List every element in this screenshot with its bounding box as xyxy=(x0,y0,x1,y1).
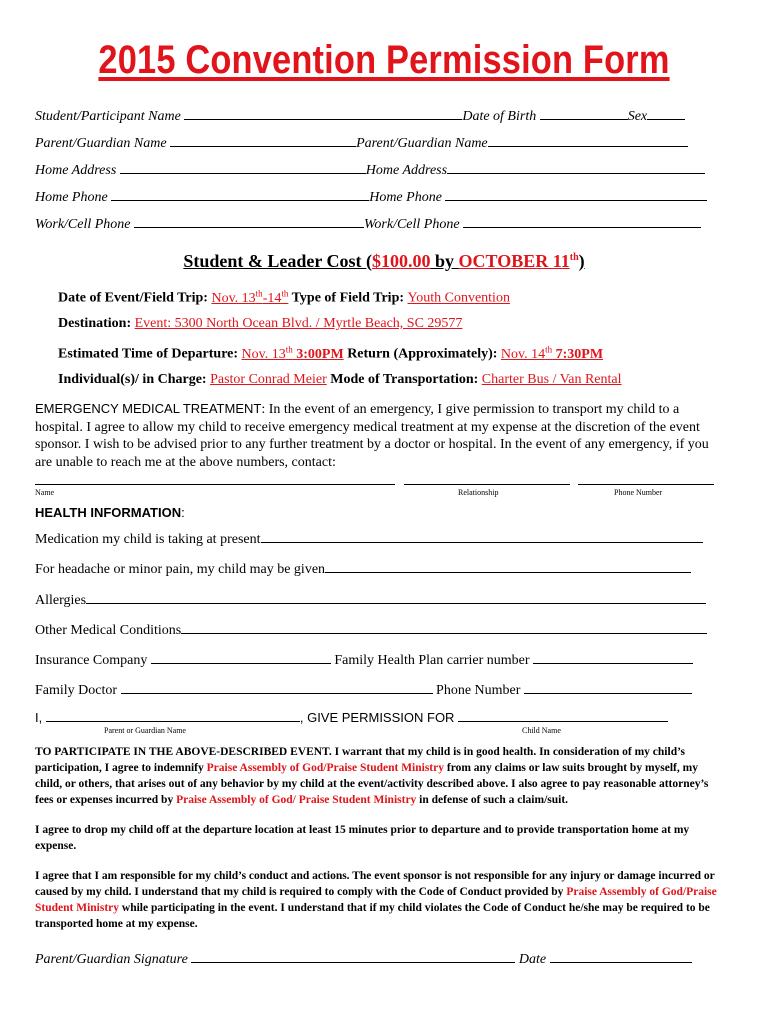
parent2-field[interactable] xyxy=(488,135,688,147)
doctor-field[interactable] xyxy=(121,682,433,694)
student-name-field[interactable] xyxy=(184,108,462,120)
dob-label: Date of Birth xyxy=(462,109,537,124)
insurance-label: Insurance Company xyxy=(35,653,148,668)
date-field[interactable] xyxy=(550,951,692,963)
insurance-row xyxy=(35,652,735,669)
doctor-phone-field[interactable] xyxy=(524,682,692,694)
signature-field[interactable] xyxy=(191,951,515,963)
address2-field[interactable] xyxy=(447,162,705,174)
indemnity-text-b: from any claims or law suits brought by myself, my child, or others, that arises out of any behavior by my child at the event/activity described above. I also agree to pay reasonable attorney’s fees or expenses incurred by xyxy=(35,762,709,806)
destination-label: Destination: xyxy=(58,316,135,331)
charge-row xyxy=(58,372,748,388)
address1-field[interactable] xyxy=(120,162,366,174)
permission-row xyxy=(35,710,735,725)
contact-relationship-caption: Relationship xyxy=(458,488,499,497)
parent2-label: Parent/Guardian Name xyxy=(356,136,488,151)
transport-value: Charter Bus / Van Rental xyxy=(481,372,622,387)
event-date-value: Nov. 13th-14th xyxy=(211,288,289,306)
departure-label: Estimated Time of Departure: xyxy=(58,346,242,362)
health-colon: : xyxy=(181,505,185,520)
conduct-paragraph xyxy=(35,868,727,932)
charge-label: Individual(s)/ in Charge: xyxy=(58,372,211,387)
org-name: Praise Assembly of God/ Praise Student Ministry xyxy=(176,794,417,806)
emergency-heading: EMERGENCY MEDICAL TREATMENT xyxy=(35,401,262,416)
cost-suffix: ) xyxy=(578,251,585,271)
sex-label: Sex xyxy=(627,109,648,124)
health-heading-row xyxy=(35,505,735,520)
student-row xyxy=(35,108,735,125)
phone2-field[interactable] xyxy=(445,189,707,201)
emergency-paragraph xyxy=(35,400,727,471)
allergies-label: Allergies xyxy=(35,593,87,608)
other-conditions-label: Other Medical Conditions xyxy=(35,623,182,638)
emergency-text: : In the event of an emergency, I give permission to transport my child to a hospital. I agree to allow my child to receive emergency medical treatment at my expense at the discretion of the event sponsor. I wish to be advised prior to any further treatment by a doctor or hospital. In the event of any emergency, if you are unable to reach me at the above numbers, contact: xyxy=(35,402,709,470)
signature-row xyxy=(35,951,735,968)
parent1-label: Parent/Guardian Name xyxy=(35,136,167,151)
allergies-field[interactable] xyxy=(86,592,706,604)
headache-label: For headache or minor pain, my child may be given xyxy=(35,562,326,577)
return-label: Return (Approximately): xyxy=(343,346,501,362)
medication-label: Medication my child is taking at present xyxy=(35,532,261,547)
other-conditions-row xyxy=(35,622,735,639)
trip-type-label: Type of Field Trip: xyxy=(288,290,408,306)
address-row xyxy=(35,162,735,179)
cost-by: by xyxy=(430,251,459,271)
indemnity-text-c: in defense of such a claim/suit. xyxy=(416,794,569,806)
parent-name-caption: Parent or Guardian Name xyxy=(104,726,186,735)
permission-give: , GIVE PERMISSION FOR xyxy=(299,710,455,725)
phone2-label: Home Phone xyxy=(369,190,442,205)
contact-relationship-field[interactable] xyxy=(404,484,570,485)
address2-label: Home Address xyxy=(365,163,448,178)
cost-heading xyxy=(0,251,768,272)
contact-name-caption: Name xyxy=(35,488,55,497)
contact-phone-field[interactable] xyxy=(578,484,714,485)
headache-field[interactable] xyxy=(325,561,691,573)
contact-phone-caption: Phone Number xyxy=(614,488,663,497)
conduct-text-a: I agree that I am responsible for my child’s conduct and actions. The event sponsor is not responsible for any injury or damage incurred or caused by my child. I understand that my child is required to comply with the Code of Conduct provided by xyxy=(35,870,715,898)
trip-type-value: Youth Convention xyxy=(407,290,510,306)
dropoff-paragraph: I agree to drop my child off at the departure location at least 15 minutes prior to departure and to provide transportation home at my expense. xyxy=(35,824,690,852)
child-name-caption: Child Name xyxy=(522,726,561,735)
event-date-row xyxy=(58,288,748,307)
parent-name-field[interactable] xyxy=(46,710,300,722)
health-heading: HEALTH INFORMATION xyxy=(35,505,182,520)
destination-value: Event: 5300 North Ocean Blvd. / Myrtle Beach, SC 29577 xyxy=(134,316,463,331)
cost-deadline-sup: th xyxy=(569,252,579,263)
indemnity-text-a: TO PARTICIPATE IN THE ABOVE-DESCRIBED EVENT. I warrant that my child is in good health. In consideration of my child’s participation, I agree to indemnify xyxy=(35,746,685,774)
sex-field[interactable] xyxy=(647,108,685,120)
parent1-field[interactable] xyxy=(170,135,356,147)
dob-field[interactable] xyxy=(540,108,628,120)
headache-row xyxy=(35,561,735,578)
cell1-label: Work/Cell Phone xyxy=(35,217,131,232)
insurance-field[interactable] xyxy=(151,652,331,664)
cost-prefix: Student & Leader Cost ( xyxy=(183,251,373,271)
cell2-field[interactable] xyxy=(463,216,701,228)
cost-amount: $100.00 xyxy=(372,251,431,271)
departure-value: Nov. 13th 3:00PM xyxy=(241,344,344,362)
phone1-field[interactable] xyxy=(111,189,369,201)
contact-name-field[interactable] xyxy=(35,484,395,485)
org-name: Praise Assembly of God/Praise Student Ministry xyxy=(35,886,717,914)
charge-value: Pastor Conrad Meier xyxy=(210,372,327,387)
allergies-row xyxy=(35,592,735,609)
cell-row xyxy=(35,216,735,233)
return-value: Nov. 14th 7:30PM xyxy=(500,344,604,362)
permission-i: I, xyxy=(35,710,43,725)
departure-row xyxy=(58,344,748,363)
transport-label: Mode of Transportation: xyxy=(326,372,482,387)
indemnity-paragraph xyxy=(35,744,727,808)
date-label: Date xyxy=(515,952,547,967)
cost-deadline: OCTOBER 11 xyxy=(458,251,570,271)
cell1-field[interactable] xyxy=(134,216,364,228)
student-name-label: Student/Participant Name xyxy=(35,109,181,124)
plan-label: Family Health Plan carrier number xyxy=(330,653,530,668)
doctor-label: Family Doctor xyxy=(35,683,118,698)
plan-field[interactable] xyxy=(533,652,693,664)
conduct-text-b: while participating in the event. I understand that if my child violates the Code of Conduct he/she may be required to be transported home at my expense. xyxy=(35,902,710,930)
org-name: Praise Assembly of God/Praise Student Ministry xyxy=(206,762,444,774)
event-date-label: Date of Event/Field Trip: xyxy=(58,290,212,306)
medication-field[interactable] xyxy=(261,531,703,543)
signature-label: Parent/Guardian Signature xyxy=(35,952,188,967)
phone1-label: Home Phone xyxy=(35,190,108,205)
form-title: 2015 Convention Permission Form xyxy=(98,38,670,82)
doctor-phone-label: Phone Number xyxy=(432,683,521,698)
other-conditions-field[interactable] xyxy=(181,622,707,634)
address1-label: Home Address xyxy=(35,163,117,178)
doctor-row xyxy=(35,682,735,699)
cell2-label: Work/Cell Phone xyxy=(364,217,460,232)
child-name-field[interactable] xyxy=(458,710,668,722)
medication-row xyxy=(35,531,735,548)
parent-row xyxy=(35,135,735,152)
destination-row xyxy=(58,316,748,332)
phone-row xyxy=(35,189,735,206)
